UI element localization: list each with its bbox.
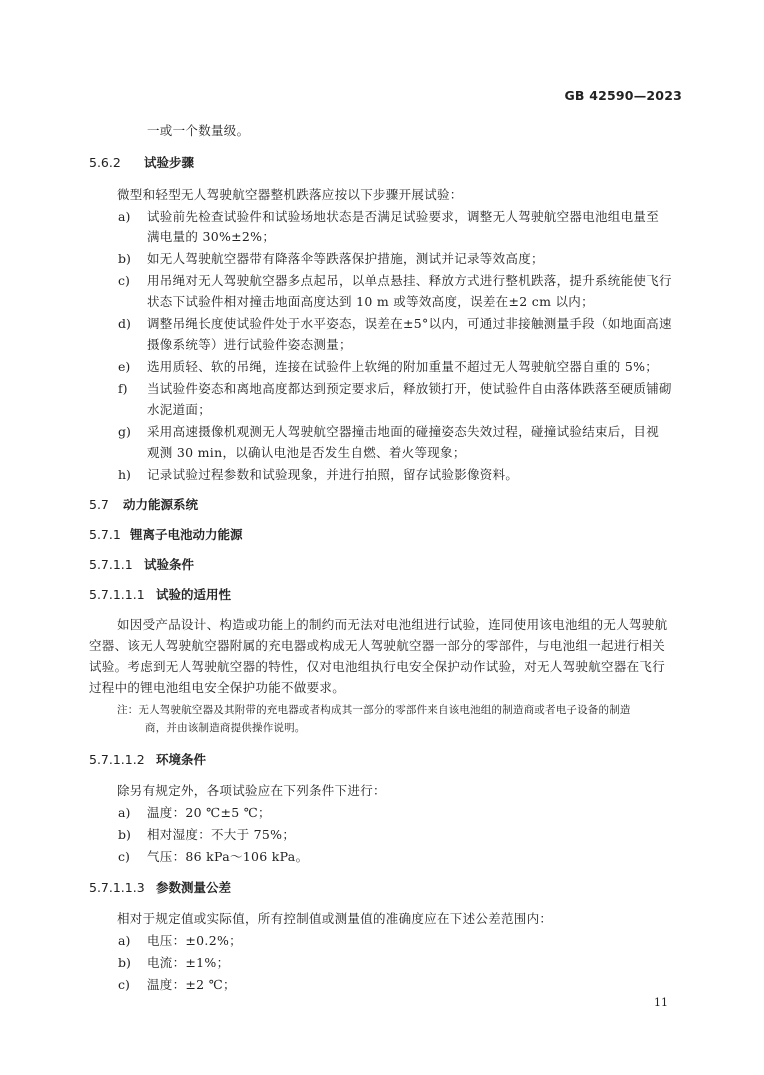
intro-text: 相对于规定值或实际值，所有控制值或测量值的准确度应在下述公差范围内： [117, 911, 553, 926]
note-line: 注：无人驾驶航空器及其附带的充电器或者构成其一部分的零部件来自该电池组的制造商或者电子设备的制造 [117, 704, 631, 716]
section-title: 动力能源系统 [123, 497, 199, 512]
note-line: 商，并由该制造商提供操作说明。 [145, 722, 306, 734]
section-number: 5.7.1.1.1 [89, 587, 145, 602]
heading-5-7-1-1-2 [89, 752, 206, 768]
section-title: 参数测量公差 [156, 880, 232, 895]
list-label: b) [118, 827, 131, 842]
list-label: c) [118, 273, 130, 288]
list-label: f) [118, 381, 128, 396]
section-title: 锂离子电池动力能源 [130, 527, 243, 542]
heading-5-7-1 [89, 527, 243, 543]
heading-5-7-1-1-3 [89, 880, 231, 896]
list-item-text: 相对湿度：不大于 75%； [147, 827, 296, 842]
list-item-text: 电流：±1%； [147, 955, 230, 970]
section-title: 环境条件 [156, 752, 207, 767]
section-number: 5.6.2 [89, 155, 121, 170]
list-item-text: 观测 30 min，以确认电池是否发生自燃、着火等现象； [147, 445, 466, 460]
heading-5-7-1-1 [89, 557, 194, 573]
section-title: 试验条件 [144, 557, 195, 572]
standard-number: GB 42590—2023 [564, 88, 682, 103]
list-label: h) [118, 467, 131, 482]
list-label: c) [118, 849, 130, 864]
page-number: 11 [654, 996, 668, 1009]
list-item-text: 气压：86 kPa～106 kPa。 [147, 849, 309, 864]
list-item-text: 试验前先检查试验件和试验场地状态是否满足试验要求，调整无人驾驶航空器电池组电量至 [147, 209, 660, 224]
section-number: 5.7 [89, 497, 109, 512]
section-number: 5.7.1.1.3 [89, 880, 145, 895]
list-label: a) [118, 933, 131, 948]
list-item-text: 满电量的 30%±2%； [147, 229, 276, 244]
continuation-text: 一或一个数量级。 [147, 123, 250, 138]
paragraph-line: 空器、该无人驾驶航空器附属的充电器或构成无人驾驶航空器一部分的零部件，与电池组一起进行相关 [89, 638, 666, 653]
intro-text: 除另有规定外，各项试验应在下列条件下进行： [117, 783, 386, 798]
list-item-text: 如无人驾驶航空器带有降落伞等跌落保护措施，测试并记录等效高度； [147, 251, 544, 266]
list-label: a) [118, 805, 131, 820]
list-label: a) [118, 209, 131, 224]
section-number: 5.7.1.1.2 [89, 752, 145, 767]
paragraph-line: 试验。考虑到无人驾驶航空器的特性，仅对电池组执行电安全保护动作试验，对无人驾驶航空器在飞行 [89, 659, 666, 674]
list-label: b) [118, 251, 131, 266]
list-item-text: 用吊绳对无人驾驶航空器多点起吊，以单点悬挂、释放方式进行整机跌落，提升系统能使飞行 [147, 273, 672, 288]
heading-5-7-1-1-1 [89, 587, 231, 603]
list-item-text: 温度：±2 ℃； [147, 977, 236, 992]
list-item-text: 温度：20 ℃±5 ℃； [147, 805, 271, 820]
list-label: g) [118, 424, 131, 439]
list-item-text: 记录试验过程参数和试验现象，并进行拍照，留存试验影像资料。 [147, 467, 519, 482]
intro-text: 微型和轻型无人驾驶航空器整机跌落应按以下步骤开展试验： [117, 187, 463, 202]
list-item-text: 水泥道面； [147, 402, 212, 417]
heading-5-6-2 [89, 155, 194, 171]
paragraph-line: 如因受产品设计、构造或功能上的制约而无法对电池组进行试验，连同使用该电池组的无人驾驶航 [117, 617, 668, 632]
list-label: b) [118, 955, 131, 970]
list-label: e) [118, 359, 131, 374]
list-label: d) [118, 316, 131, 331]
paragraph-line: 过程中的锂电池组电安全保护功能不做要求。 [89, 680, 346, 695]
list-item-text: 选用质轻、软的吊绳，连接在试验件上软绳的附加重量不超过无人驾驶航空器自重的 5%； [147, 359, 659, 374]
heading-5-7 [89, 497, 198, 513]
list-item-text: 当试验件姿态和离地高度都达到预定要求后，释放锁打开，使试验件自由落体跌落至硬质铺砌 [147, 381, 672, 396]
list-item-text: 调整吊绳长度使试验件处于水平姿态，误差在±5°以内，可通过非接触测量手段（如地面高速 [147, 316, 672, 331]
section-title: 试验步骤 [144, 155, 195, 170]
list-label: c) [118, 977, 130, 992]
list-item-text: 状态下试验件相对撞击地面高度达到 10 m 或等效高度，误差在±2 cm 以内； [147, 294, 594, 309]
section-number: 5.7.1.1 [89, 557, 133, 572]
section-number: 5.7.1 [89, 527, 121, 542]
list-item-text: 摄像系统等）进行试验件姿态测量； [147, 337, 352, 352]
list-item-text: 电压：±0.2%； [147, 933, 242, 948]
list-item-text: 采用高速摄像机观测无人驾驶航空器撞击地面的碰撞姿态失效过程，碰撞试验结束后，目视 [147, 424, 660, 439]
section-title: 试验的适用性 [156, 587, 232, 602]
